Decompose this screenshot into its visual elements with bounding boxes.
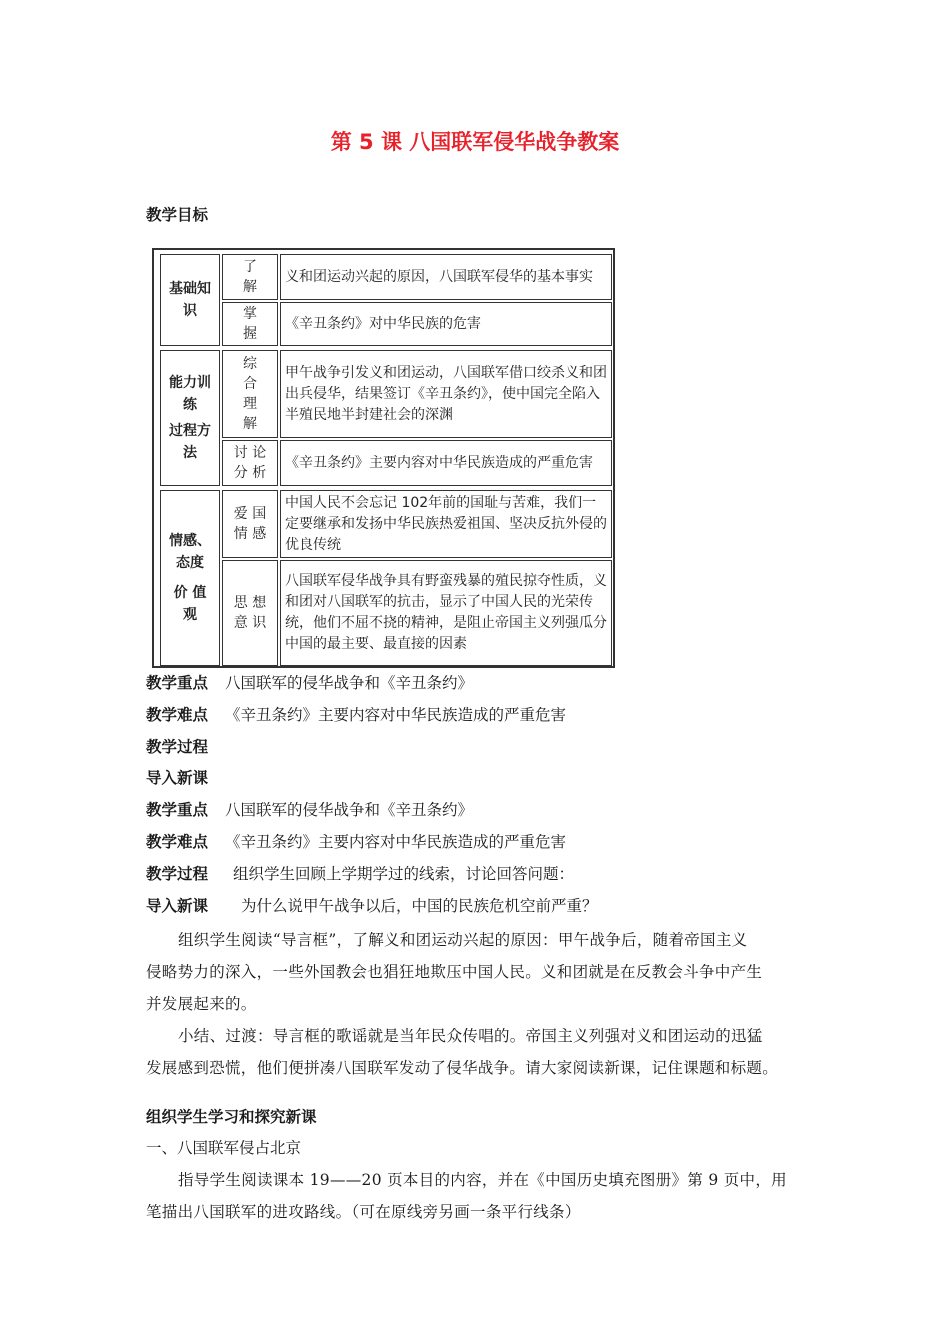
category-line: 价 值: [173, 585, 207, 601]
table-subcategory-cell: [222, 350, 278, 438]
line-text: 八国联军的侵华战争和《辛丑条约》: [224, 801, 473, 819]
paragraph-line: 小结、过渡：导言框的歌谣就是当年民众传唱的。帝国主义列强对义和团运动的迅猛: [178, 1027, 763, 1045]
line-label: 教学过程: [146, 865, 209, 883]
doc-line: [146, 766, 208, 788]
page-title: 第 5 课 八国联军侵华战争教案: [330, 130, 620, 154]
section-subheading: 一、八国联军侵占北京: [146, 1139, 302, 1157]
table-description-cell: [280, 490, 612, 558]
section-heading: 组织学生学习和探究新课: [146, 1108, 317, 1126]
objective-text: 《辛丑条约》对中华民族的危害: [285, 315, 481, 332]
subcategory-line: 合: [243, 376, 257, 392]
subcategory-line: 讨 论: [233, 445, 267, 461]
objective-text: 《辛丑条约》主要内容对中华民族造成的严重危害: [285, 454, 593, 471]
subcategory-line: 分 析: [233, 465, 267, 481]
objective-text: 八国联军侵华战争具有野蛮残暴的殖民掠夺性质，义和团对八国联军的抗击，显示了中国人民的光荣传统，他们不屈不挠的精神，是阻止帝国主义列强瓜分中国的最主要、最直接的因素: [285, 573, 607, 652]
table-subcategory-cell: [222, 490, 278, 558]
objective-text: 甲午战争引发义和团运动，八国联军借口绞杀义和团出兵侵华，结果签订《辛丑条约》，使中国完全陷入半殖民地半封建社会的深渊: [285, 364, 607, 423]
line-text: 组织学生回顾上学期学过的线索，讨论回答问题：: [232, 865, 574, 883]
line-label: 导入新课: [146, 769, 209, 787]
category-line: 情感、: [169, 533, 211, 549]
paragraph-line: 侵略势力的深入，一些外国教会也猖狂地欺压中国人民。义和团就是在反教会斗争中产生: [146, 963, 763, 981]
subcategory-line: 掌: [243, 306, 257, 322]
line-text: 八国联军的侵华战争和《辛丑条约》: [224, 674, 473, 692]
table-description-cell: [280, 440, 612, 486]
subcategory-line: 理: [243, 396, 257, 412]
doc-line: [146, 862, 574, 884]
table-description-cell: [280, 302, 612, 346]
table-description-cell: [280, 350, 612, 438]
table-subcategory-cell: [222, 560, 278, 666]
table-subcategory-cell: [222, 440, 278, 486]
category-line: 过程方: [169, 423, 211, 439]
doc-line: [146, 894, 597, 916]
category-line: 观: [183, 607, 197, 623]
subcategory-line: 解: [243, 279, 257, 295]
subcategory-line: 意 识: [233, 615, 267, 631]
paragraph-line: 指导学生阅读课本 19——20 页本目的内容，并在《中国历史填充图册》第 9 页中，用: [178, 1171, 787, 1189]
table-category-cell: [160, 350, 220, 486]
table-category-cell: [160, 254, 220, 346]
paragraph-line: 并发展起来的。: [146, 995, 257, 1013]
doc-line: [146, 830, 566, 852]
table-subcategory-cell: [222, 302, 278, 346]
category-line: 法: [183, 445, 197, 461]
category-line: 态度: [176, 555, 204, 571]
subcategory-line: 爱 国: [233, 506, 267, 522]
subcategory-line: 了: [243, 259, 257, 275]
subcategory-line: 解: [243, 416, 257, 432]
line-label: 教学过程: [146, 738, 209, 756]
table-subcategory-cell: [222, 254, 278, 300]
doc-line: [146, 703, 566, 725]
subcategory-line: 握: [243, 326, 257, 342]
objective-text: 中国人民不会忘记 102年前的国耻与苦难，我们一定要继承和发扬中华民族热爱祖国、坚决反抗外侵的优良传统: [285, 494, 607, 553]
category-line: 识: [183, 303, 197, 319]
objectives-table: [152, 248, 615, 668]
paragraph-line: 组织学生阅读“导言框”，了解义和团运动兴起的原因：甲午战争后，随着帝国主义: [178, 931, 748, 949]
category-line: 能力训: [169, 375, 211, 391]
line-label: 教学难点: [146, 706, 209, 724]
doc-line: [146, 798, 473, 820]
category-line: 练: [183, 397, 197, 413]
subcategory-line: 思 想: [233, 595, 267, 611]
category-line: 基础知: [169, 281, 211, 297]
line-label: 教学重点: [146, 674, 209, 692]
objective-text: 义和团运动兴起的原因，八国联军侵华的基本事实: [285, 268, 593, 285]
doc-line: [146, 671, 473, 693]
table-description-cell: [280, 560, 612, 666]
line-label: 教学重点: [146, 801, 209, 819]
paragraph-line: 笔描出八国联军的进攻路线。（可在原线旁另画一条平行线条）: [146, 1203, 581, 1221]
line-text: 为什么说甲午战争以后，中国的民族危机空前严重？: [240, 897, 598, 915]
table-category-cell: [160, 490, 220, 666]
paragraph-line: 发展感到恐慌，他们便拼凑八国联军发动了侵华战争。请大家阅读新课，记住课题和标题。: [146, 1059, 779, 1077]
line-label: 教学难点: [146, 833, 209, 851]
line-text: 《辛丑条约》主要内容对中华民族造成的严重危害: [224, 833, 566, 851]
subcategory-line: 情 感: [233, 526, 267, 542]
objectives-heading: 教学目标: [146, 206, 209, 224]
line-label: 导入新课: [146, 897, 209, 915]
line-text: 《辛丑条约》主要内容对中华民族造成的严重危害: [224, 706, 566, 724]
subcategory-line: 综: [243, 356, 257, 372]
table-description-cell: [280, 254, 612, 300]
doc-line: [146, 735, 208, 757]
